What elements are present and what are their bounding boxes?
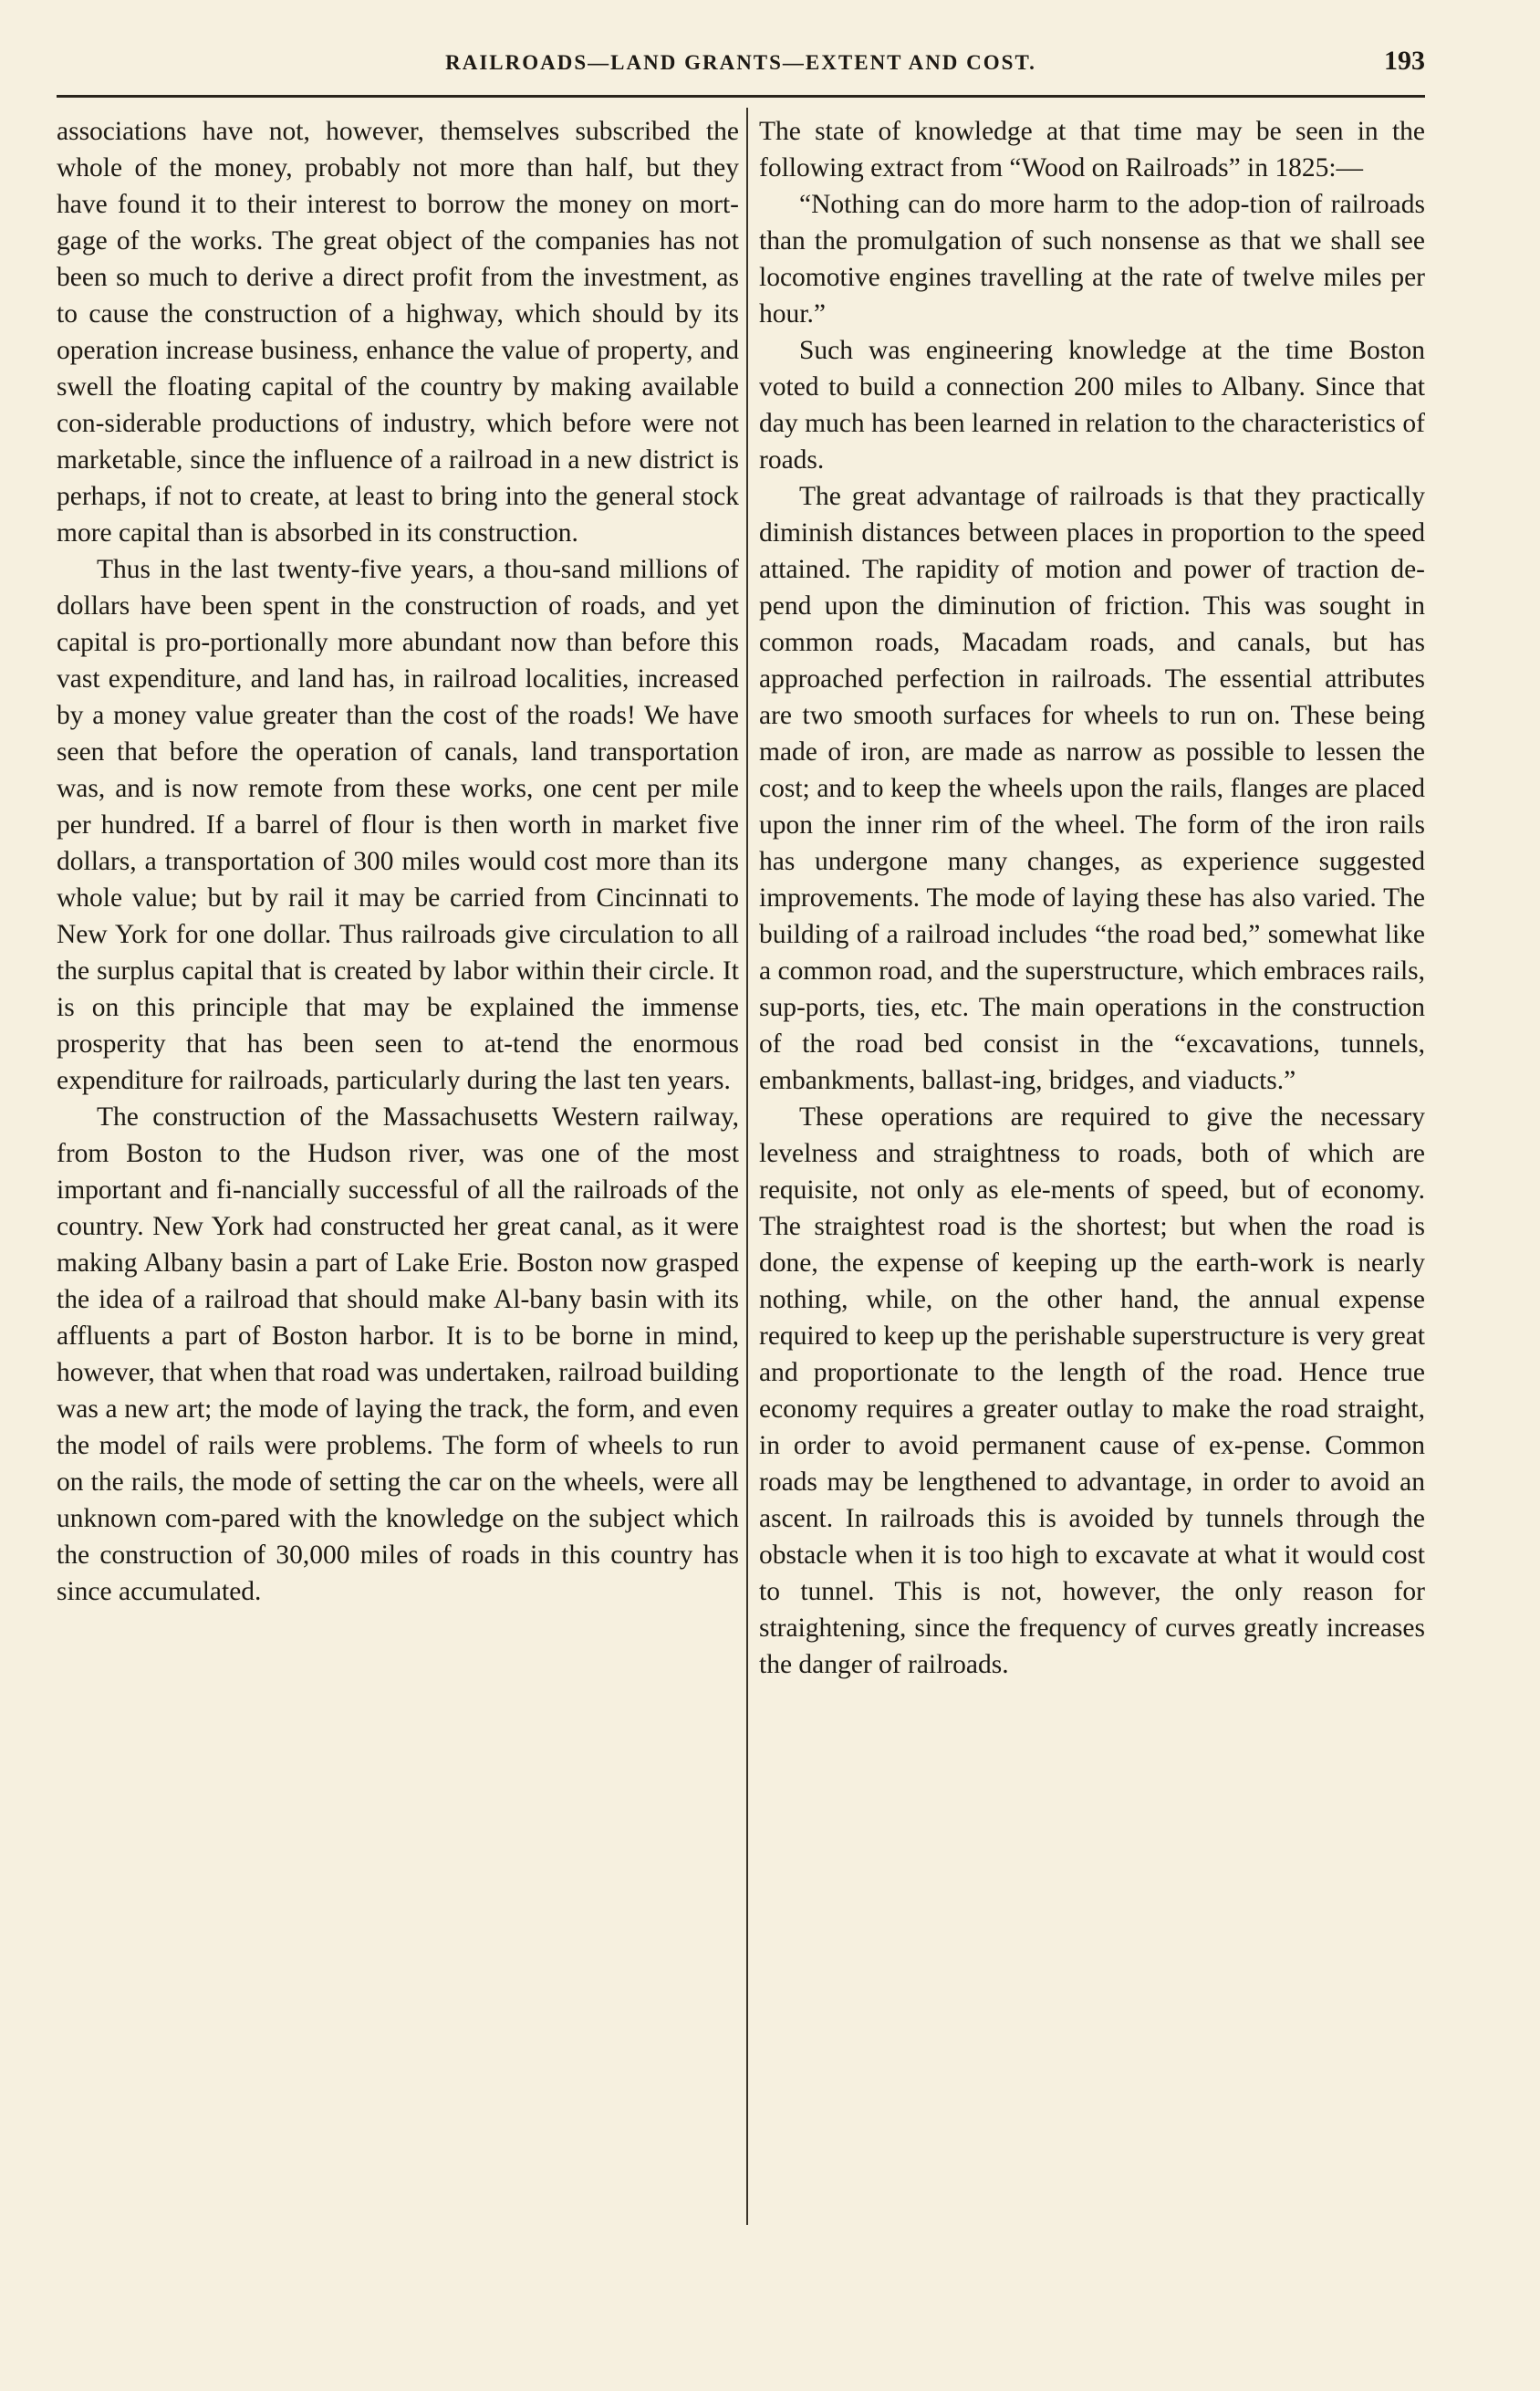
- paragraph: The construction of the Massachusetts Western railway, from Boston to the Hudson river, was one of the most important and fi-nancially successful of all the railroads of the country. New York had constructed her great canal, as it were making Albany basin a part of Lake Erie. Boston now grasped the idea of a railroad that should make Al-bany basin with its affluents a part of Boston harbor. It is to be borne in mind, however, that when that road was undertaken, railroad building was a new art; the mode of laying the track, the form, and even the model of rails were problems. The form of wheels to run on the rails, the mode of setting the car on the wheels, were all unknown com-pared with the knowledge on the subject which the construction of 30,000 miles of roads in this country has since accumulated.: [57, 1102, 739, 1606]
- page-number: 193: [1384, 46, 1425, 76]
- paragraph: associations have not, however, themselves subscribed the whole of the money, probably not more than half, but they have found it to their interest to borrow the money on mort-gage of the works. The great object of the companies has not been so much to derive a direct profit from the investment, as to cause the construction of a highway, which should by its operation increase business, enhance the value of property, and swell the floating capital of the country by making available con-siderable productions of industry, which before were not marketable, since the influence of a railroad in a new district is perhaps, if not to create, at least to bring into the general stock more capital than is absorbed in its construction.: [57, 117, 739, 548]
- left-column: [57, 113, 739, 1610]
- quotation-paragraph: “Nothing can do more harm to the adop-tion of railroads than the promulgation of such nonsense as that we shall see locomotive engines travelling at the rate of twelve miles per hour.”: [759, 190, 1425, 329]
- column-divider: [746, 108, 748, 2225]
- paragraph: The great advantage of railroads is that they practically diminish distances between places in proportion to the speed attained. The rapidity of motion and power of traction de-pend upon the diminution of friction. This was sought in common roads, Macadam roads, and canals, but has approached perfection in railroads. The essential attributes are two smooth surfaces for wheels to run on. These being made of iron, are made as narrow as possible to lessen the cost; and to keep the wheels upon the rails, flanges are placed upon the inner rim of the wheel. The form of the iron rails has undergone many changes, as experience suggested improvements. The mode of laying these has also varied. The building of a railroad includes “the road bed,” somewhat like a common road, and the superstructure, which embraces rails, sup-ports, ties, etc. The main operations in the construction of the road bed consist in the “excavations, tunnels, embankments, ballast-ing, bridges, and viaducts.”: [759, 482, 1425, 1095]
- page-header: [57, 44, 1425, 80]
- header-rule: [57, 95, 1425, 98]
- paragraph: These operations are required to give the necessary levelness and straightness to roads, both of which are requisite, not only as ele-ments of speed, but of economy. The straightest road is the shortest; but when the road is done, the expense of keeping up the earth-work is nearly nothing, while, on the other hand, the annual expense required to keep up the perishable superstructure is very great and proportionate to the length of the road. Hence true economy requires a greater outlay to make the road straight, in order to avoid permanent cause of ex-pense. Common roads may be lengthened to advantage, in order to avoid an ascent. In railroads this is avoided by tunnels through the obstacle when it is too high to excavate at what it would cost to tunnel. This is not, however, the only reason for straightening, since the frequency of curves greatly increases the danger of railroads.: [759, 1102, 1425, 1679]
- running-head: RAILROADS—LAND GRANTS—EXTENT AND COST.: [445, 51, 1036, 74]
- right-column: [759, 113, 1425, 1683]
- paragraph: Thus in the last twenty-five years, a thou-sand millions of dollars have been spent in the construction of roads, and yet capital is pro-portionally more abundant now than before this vast expenditure, and land has, in railroad localities, increased by a money value greater than the cost of the roads! We have seen that before the operation of canals, land transportation was, and is now remote from these works, one cent per mile per hundred. If a barrel of flour is then worth in market five dollars, a transportation of 300 miles would cost more than its whole value; but by rail it may be carried from Cincinnati to New York for one dollar. Thus railroads give circulation to all the surplus capital that is created by labor within their circle. It is on this principle that may be explained the immense prosperity that has been seen to at-tend the enormous expenditure for railroads, particularly during the last ten years.: [57, 555, 739, 1095]
- paragraph: Such was engineering knowledge at the time Boston voted to build a connection 200 miles to Albany. Since that day much has been learned in relation to the characteristics of roads.: [759, 336, 1425, 475]
- paragraph: The state of knowledge at that time may be seen in the following extract from “Wood on Railroads” in 1825:—: [759, 117, 1425, 183]
